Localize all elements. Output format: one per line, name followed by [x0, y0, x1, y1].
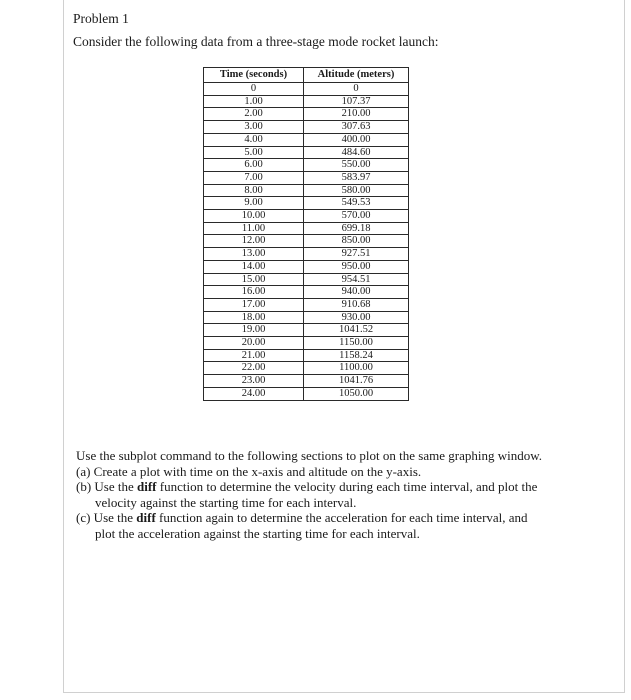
rocket-data-table: [203, 67, 409, 401]
altitude-cell: 927.51: [304, 248, 409, 261]
time-cell: 21.00: [204, 349, 304, 362]
time-cell: 14.00: [204, 260, 304, 273]
altitude-cell: 950.00: [304, 260, 409, 273]
table-row: [204, 337, 409, 350]
time-cell: 22.00: [204, 362, 304, 375]
time-cell: 16.00: [204, 286, 304, 299]
time-cell: 18.00: [204, 311, 304, 324]
table-row: [204, 210, 409, 223]
table-row: [204, 222, 409, 235]
table-row: [204, 362, 409, 375]
altitude-cell: 1050.00: [304, 387, 409, 400]
time-cell: 6.00: [204, 159, 304, 172]
instruction-part-c: [76, 510, 546, 541]
time-cell: 10.00: [204, 210, 304, 223]
table-row: [204, 197, 409, 210]
table-row: [204, 108, 409, 121]
part-b-text-end: function to determine the velocity during each time interval, and plot the velocity against the starting time for each interval.: [95, 479, 538, 510]
altitude-cell: 1158.24: [304, 349, 409, 362]
table-row: [204, 260, 409, 273]
table-row: [204, 171, 409, 184]
altitude-cell: 1041.76: [304, 375, 409, 388]
altitude-cell: 400.00: [304, 133, 409, 146]
table-row: [204, 273, 409, 286]
table-row: [204, 133, 409, 146]
altitude-cell: 210.00: [304, 108, 409, 121]
altitude-column-header: Altitude (meters): [304, 68, 409, 83]
table-row: [204, 349, 409, 362]
problem-heading: Problem 1: [73, 11, 129, 26]
table-row: [204, 146, 409, 159]
altitude-cell: 583.97: [304, 171, 409, 184]
time-cell: 13.00: [204, 248, 304, 261]
table-row: [204, 324, 409, 337]
table-row: [204, 311, 409, 324]
altitude-cell: 580.00: [304, 184, 409, 197]
table-row: [204, 83, 409, 96]
instructions: [76, 448, 546, 542]
time-cell: 2.00: [204, 108, 304, 121]
time-cell: 9.00: [204, 197, 304, 210]
time-cell: 11.00: [204, 222, 304, 235]
diff-keyword: diff: [136, 510, 156, 526]
time-cell: 12.00: [204, 235, 304, 248]
altitude-cell: 930.00: [304, 311, 409, 324]
time-cell: 20.00: [204, 337, 304, 350]
altitude-cell: 484.60: [304, 146, 409, 159]
altitude-cell: 550.00: [304, 159, 409, 172]
time-cell: 7.00: [204, 171, 304, 184]
altitude-cell: 1100.00: [304, 362, 409, 375]
time-cell: 17.00: [204, 298, 304, 311]
part-b-text-start: (b) Use the: [76, 479, 138, 495]
time-cell: 0: [204, 83, 304, 96]
altitude-cell: 910.68: [304, 298, 409, 311]
altitude-cell: 107.37: [304, 95, 409, 108]
altitude-cell: 307.63: [304, 121, 409, 134]
altitude-cell: 1150.00: [304, 337, 409, 350]
time-cell: 3.00: [204, 121, 304, 134]
time-cell: 24.00: [204, 387, 304, 400]
altitude-cell: 549.53: [304, 197, 409, 210]
table-row: [204, 375, 409, 388]
time-cell: 8.00: [204, 184, 304, 197]
altitude-cell: 699.18: [304, 222, 409, 235]
table-row: [204, 121, 409, 134]
table-row: [204, 387, 409, 400]
altitude-cell: 1041.52: [304, 324, 409, 337]
instruction-part-a: (a) Create a plot with time on the x-axis and altitude on the y-axis.: [76, 463, 422, 479]
table-row: [204, 159, 409, 172]
table-row: [204, 235, 409, 248]
time-cell: 23.00: [204, 375, 304, 388]
table-row: [204, 286, 409, 299]
altitude-cell: 940.00: [304, 286, 409, 299]
table-body: [204, 83, 409, 401]
table-row: [204, 248, 409, 261]
problem-intro: Consider the following data from a three-stage mode rocket launch:: [73, 34, 439, 49]
altitude-cell: 570.00: [304, 210, 409, 223]
instructions-lead: Use the subplot command to the following sections to plot on the same graphing window.: [76, 448, 543, 463]
table-header-row: [204, 68, 409, 83]
time-cell: 1.00: [204, 95, 304, 108]
part-c-text-end: function again to determine the acceleration for each time interval, and plot the acceleration against the starting time for each interval.: [95, 510, 528, 541]
table-row: [204, 184, 409, 197]
part-c-text-start: (c) Use the: [76, 510, 137, 526]
diff-keyword: diff: [137, 479, 157, 495]
table-row: [204, 95, 409, 108]
time-column-header: Time (seconds): [204, 68, 304, 83]
instruction-part-b: [76, 479, 546, 510]
time-cell: 4.00: [204, 133, 304, 146]
table-row: [204, 298, 409, 311]
altitude-cell: 954.51: [304, 273, 409, 286]
time-cell: 5.00: [204, 146, 304, 159]
altitude-cell: 0: [304, 83, 409, 96]
time-cell: 19.00: [204, 324, 304, 337]
altitude-cell: 850.00: [304, 235, 409, 248]
time-cell: 15.00: [204, 273, 304, 286]
